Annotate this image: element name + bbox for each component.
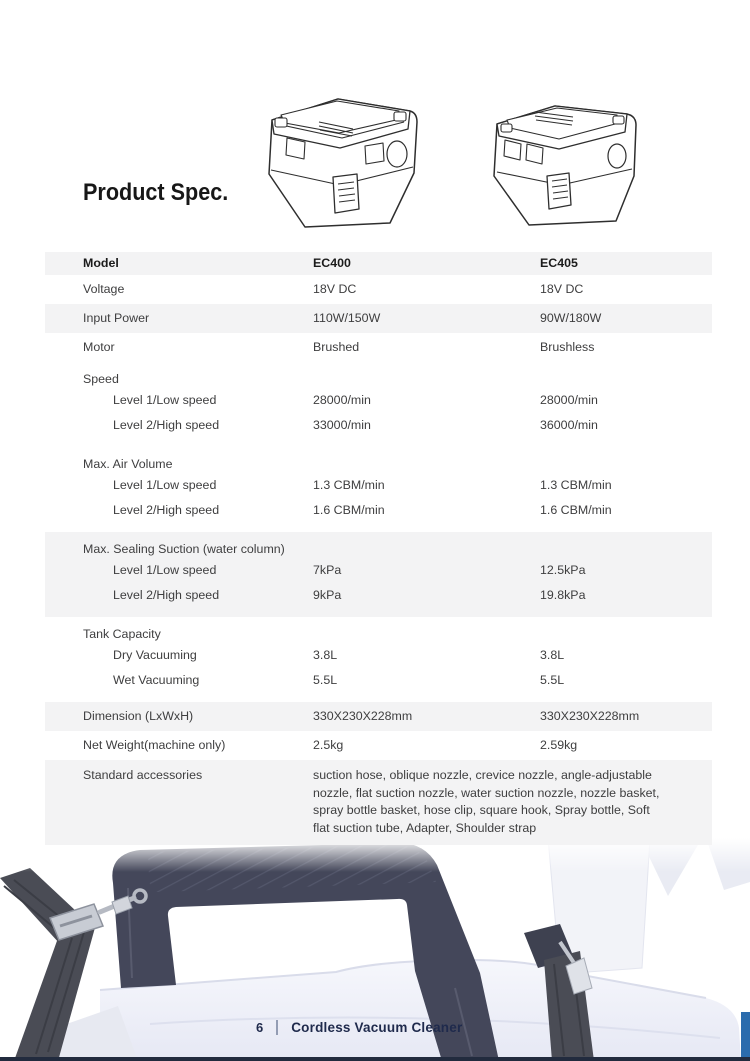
spec-cell-ec400: 330X230X228mm [313, 709, 413, 724]
spec-row [45, 275, 712, 304]
footer-divider [276, 1020, 278, 1035]
spec-group [45, 447, 712, 532]
spec-cell-ec400: 7kPa [313, 563, 342, 578]
spec-cell-ec400: 28000/min [313, 393, 371, 408]
page-footer [256, 1020, 462, 1035]
bottom-edge-bar [0, 1057, 750, 1061]
spec-group-label: Max. Sealing Suction (water column) [83, 542, 285, 556]
page-number: 6 [256, 1020, 264, 1035]
spec-cell-ec400: 2.5kg [313, 738, 344, 753]
spec-cell-ec405: 90W/180W [540, 311, 602, 326]
spec-cell-ec405: 12.5kPa [540, 563, 586, 578]
footer-doc-title: Cordless Vacuum Cleaner [291, 1020, 463, 1035]
spec-table [45, 252, 712, 845]
spec-cell-ec400: Brushed [313, 340, 360, 355]
spec-cell-ec405: 2.59kg [540, 738, 578, 753]
spec-cell-ec400: 1.6 CBM/min [313, 503, 385, 518]
spec-cell-ec405: EC405 [540, 256, 578, 271]
spec-cell-label: Level 2/High speed [113, 503, 220, 518]
spec-group-label: Speed [83, 372, 119, 386]
spec-cell-ec405: Brushless [540, 340, 595, 355]
spec-cell-ec400: 110W/150W [313, 311, 381, 326]
spec-cell-ec405: 3.8L [540, 648, 565, 663]
spec-sub-row [45, 583, 712, 608]
ec405-line-drawing [477, 84, 655, 228]
spec-cell-ec405: 5.5L [540, 673, 565, 688]
spec-sub-row [45, 413, 712, 438]
spec-sub-row [45, 668, 712, 693]
spec-row [45, 731, 712, 760]
spec-group-label: Tank Capacity [83, 627, 161, 641]
spec-cell-label: Motor [83, 340, 115, 355]
spec-group [45, 362, 712, 447]
spec-group [45, 532, 712, 617]
spec-cell-ec405: 36000/min [540, 418, 598, 433]
spec-cell-label: Dimension (LxWxH) [83, 709, 194, 724]
spec-cell-label: Level 2/High speed [113, 418, 220, 433]
spec-cell-ec400: EC400 [313, 256, 351, 271]
spec-cell-ec400: 9kPa [313, 588, 342, 603]
spec-cell-ec405: 1.6 CBM/min [540, 503, 612, 518]
spec-cell-label: Dry Vacuuming [113, 648, 197, 663]
spec-cell-label: Wet Vacuuming [113, 673, 200, 688]
spec-cell-ec405: 19.8kPa [540, 588, 586, 603]
spec-sub-row [45, 643, 712, 668]
spec-row [45, 333, 712, 362]
spec-sub-row [45, 498, 712, 523]
right-edge-accent-bar [741, 1012, 750, 1061]
spec-cell-label: Level 2/High speed [113, 588, 220, 603]
spec-cell-label: Net Weight(machine only) [83, 738, 226, 753]
spec-cell-ec405: 1.3 CBM/min [540, 478, 612, 493]
spec-cell-accessories: suction hose, oblique nozzle, crevice nozzle, angle-adjustable nozzle, flat suction nozzle, water suction nozzle, nozzle basket, spray bottle basket, hose clip, square hook, Spray bottle, Soft flat suction tube, Adapter, Shoulder strap [313, 768, 660, 835]
spec-cell-ec405: 28000/min [540, 393, 598, 408]
spec-cell-ec400: 33000/min [313, 418, 371, 433]
page-title: Product Spec. [83, 179, 229, 206]
spec-group-label: Max. Air Volume [83, 457, 173, 471]
ec400-line-drawing [247, 74, 437, 230]
spec-cell-label: Voltage [83, 282, 125, 297]
spec-cell-ec405: 330X230X228mm [540, 709, 640, 724]
spec-cell-ec400: 18V DC [313, 282, 357, 297]
spec-cell-label: Level 1/Low speed [113, 478, 217, 493]
spec-cell-label: Model [83, 256, 119, 271]
spec-group [45, 617, 712, 702]
spec-row [45, 760, 712, 845]
spec-cell-ec405: 18V DC [540, 282, 584, 297]
spec-cell-ec400: 3.8L [313, 648, 338, 663]
spec-row [45, 252, 712, 275]
spec-cell-label: Input Power [83, 311, 150, 326]
spec-sub-row [45, 558, 712, 583]
spec-sub-row [45, 388, 712, 413]
spec-cell-label: Level 1/Low speed [113, 563, 217, 578]
spec-sub-row [45, 473, 712, 498]
spec-cell-ec400: 5.5L [313, 673, 338, 688]
spec-cell-label: Standard accessories [83, 768, 203, 782]
spec-cell-label: Level 1/Low speed [113, 393, 217, 408]
spec-row [45, 702, 712, 731]
spec-row [45, 304, 712, 333]
spec-cell-ec400: 1.3 CBM/min [313, 478, 385, 493]
